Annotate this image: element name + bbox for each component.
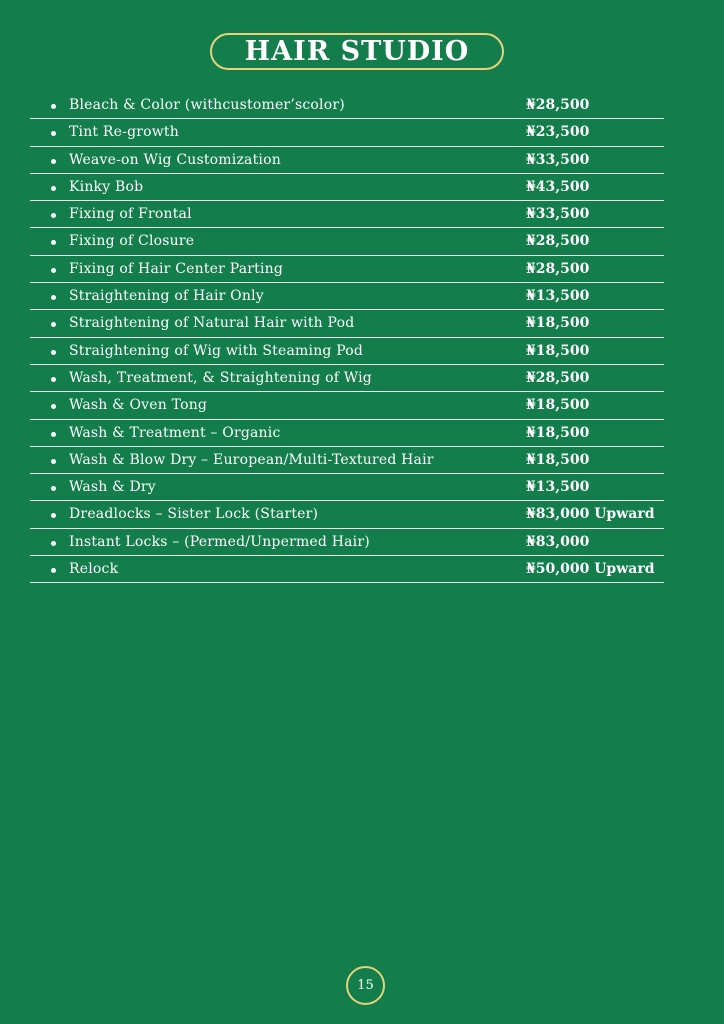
bullet-icon — [51, 213, 56, 218]
service-price: ₦28,500 — [526, 260, 590, 277]
title-badge — [210, 33, 504, 70]
bullet-icon — [51, 432, 56, 437]
service-price: ₦43,500 — [526, 178, 590, 195]
service-price: ₦18,500 — [526, 342, 590, 359]
service-row — [30, 119, 664, 146]
service-name: Kinky Bob — [69, 178, 144, 195]
service-row — [30, 556, 664, 583]
service-row — [30, 447, 664, 474]
bullet-icon — [51, 568, 56, 573]
service-row — [30, 174, 664, 201]
service-row — [30, 501, 664, 528]
bullet-icon — [51, 322, 56, 327]
service-row — [30, 201, 664, 228]
bullet-icon — [51, 186, 56, 191]
service-row — [30, 310, 664, 337]
service-name: Relock — [69, 561, 119, 578]
service-price: ₦18,500 — [526, 424, 590, 441]
service-row — [30, 420, 664, 447]
bullet-icon — [51, 159, 56, 164]
service-row — [30, 474, 664, 501]
service-name: Tint Re-growth — [69, 124, 179, 141]
service-name: Fixing of Frontal — [69, 206, 192, 223]
service-row — [30, 338, 664, 365]
service-name: Wash & Blow Dry – European/Multi-Textured Hair — [69, 451, 434, 468]
service-price: ₦50,000 Upward — [526, 561, 655, 578]
bullet-icon — [51, 295, 56, 300]
bullet-icon — [51, 240, 56, 245]
bullet-icon — [51, 459, 56, 464]
service-price: ₦18,500 — [526, 451, 590, 468]
service-row — [30, 365, 664, 392]
service-price-list — [30, 92, 664, 583]
service-name: Fixing of Hair Center Parting — [69, 260, 284, 277]
service-price: ₦13,500 — [526, 288, 590, 305]
service-name: Dreadlocks – Sister Lock (Starter) — [69, 506, 319, 523]
service-price: ₦18,500 — [526, 315, 590, 332]
service-row — [30, 283, 664, 310]
service-price: ₦23,500 — [526, 124, 590, 141]
service-name: Wash & Oven Tong — [69, 397, 208, 414]
service-name: Instant Locks – (Permed/Unpermed Hair) — [69, 533, 370, 550]
bullet-icon — [51, 513, 56, 518]
bullet-icon — [51, 486, 56, 491]
service-price: ₦28,500 — [526, 369, 590, 386]
bullet-icon — [51, 350, 56, 355]
bullet-icon — [51, 541, 56, 546]
page-title: HAIR STUDIO — [244, 36, 470, 67]
service-row — [30, 147, 664, 174]
service-name: Straightening of Wig with Steaming Pod — [69, 342, 364, 359]
service-row — [30, 529, 664, 556]
service-name: Weave-on Wig Customization — [69, 151, 281, 168]
service-price: ₦28,500 — [526, 233, 590, 250]
service-name: Straightening of Hair Only — [69, 288, 264, 305]
service-price: ₦18,500 — [526, 397, 590, 414]
page-number: 15 — [357, 978, 374, 993]
service-price: ₦13,500 — [526, 479, 590, 496]
service-row — [30, 92, 664, 119]
bullet-icon — [51, 404, 56, 409]
service-price: ₦33,500 — [526, 151, 590, 168]
service-name: Wash & Dry — [69, 479, 156, 496]
service-price: ₦33,500 — [526, 206, 590, 223]
service-row — [30, 392, 664, 419]
bullet-icon — [51, 268, 56, 273]
service-name: Wash & Treatment – Organic — [69, 424, 281, 441]
bullet-icon — [51, 104, 56, 109]
service-row — [30, 256, 664, 283]
service-price: ₦28,500 — [526, 97, 590, 113]
page-number-badge — [346, 966, 385, 1005]
service-name: Straightening of Natural Hair with Pod — [69, 315, 355, 332]
service-name: Wash, Treatment, & Straightening of Wig — [69, 369, 372, 386]
service-price: ₦83,000 Upward — [526, 506, 655, 523]
bullet-icon — [51, 131, 56, 136]
service-name: Bleach & Color (withcustomer’scolor) — [69, 97, 345, 113]
service-price: ₦83,000 — [526, 533, 590, 550]
service-row — [30, 228, 664, 255]
service-name: Fixing of Closure — [69, 233, 195, 250]
bullet-icon — [51, 377, 56, 382]
